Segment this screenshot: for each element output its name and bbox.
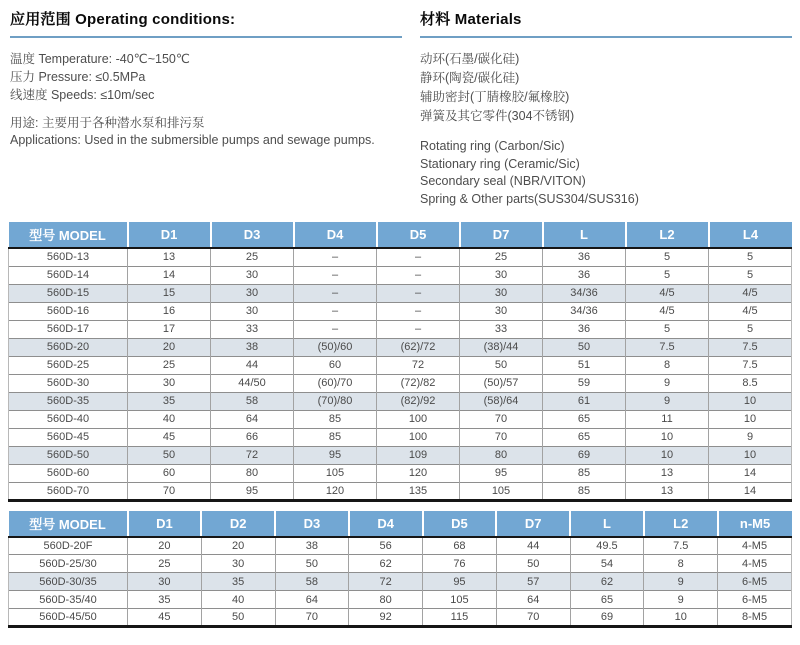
value-cell: 64 xyxy=(211,410,294,428)
value-cell: 7.5 xyxy=(709,338,792,356)
value-cell: 85 xyxy=(543,482,626,500)
value-cell: 13 xyxy=(626,464,709,482)
value-cell: 70 xyxy=(128,482,211,500)
value-cell: 105 xyxy=(460,482,543,500)
value-cell: 85 xyxy=(294,428,377,446)
value-cell: 45 xyxy=(128,428,211,446)
column-header: n-M5 xyxy=(718,511,792,537)
spec-table-1-head xyxy=(9,222,792,248)
value-cell: 95 xyxy=(294,446,377,464)
operating-condition-line: 压力 Pressure: ≤0.5MPa xyxy=(10,70,146,84)
value-cell: 85 xyxy=(543,464,626,482)
value-cell: 8.5 xyxy=(709,374,792,392)
spec-table-2 xyxy=(8,511,792,629)
value-cell: 20 xyxy=(128,537,202,555)
model-cell: 560D-35/40 xyxy=(9,591,128,609)
value-cell: 59 xyxy=(543,374,626,392)
value-cell: (50)/57 xyxy=(460,374,543,392)
value-cell: 4-M5 xyxy=(718,555,792,573)
model-cell: 560D-13 xyxy=(9,248,128,266)
column-header: D1 xyxy=(128,511,202,537)
materials-section xyxy=(420,8,792,208)
value-cell: 69 xyxy=(543,446,626,464)
applications-line-en: Applications: Used in the submersible pumps and sewage pumps. xyxy=(10,133,375,147)
model-cell: 560D-45/50 xyxy=(9,609,128,627)
value-cell: – xyxy=(377,320,460,338)
column-header: L2 xyxy=(626,222,709,248)
materials-list-en xyxy=(420,138,792,208)
value-cell: 5 xyxy=(626,248,709,266)
column-header: L2 xyxy=(644,511,718,537)
value-cell: 10 xyxy=(644,609,718,627)
value-cell: 62 xyxy=(570,573,644,591)
value-cell: 30 xyxy=(460,266,543,284)
value-cell: 25 xyxy=(128,555,202,573)
value-cell: 60 xyxy=(294,356,377,374)
table-row xyxy=(9,609,792,627)
model-cell: 560D-14 xyxy=(9,266,128,284)
value-cell: 4/5 xyxy=(709,284,792,302)
column-header: 型号 MODEL xyxy=(9,511,128,537)
value-cell: – xyxy=(294,302,377,320)
value-cell: 115 xyxy=(423,609,497,627)
column-header: L4 xyxy=(709,222,792,248)
table-row xyxy=(9,482,792,500)
material-line-cn: 动环(石墨/碳化硅) xyxy=(420,52,520,66)
model-cell: 560D-25 xyxy=(9,356,128,374)
value-cell: 8-M5 xyxy=(718,609,792,627)
table-row xyxy=(9,573,792,591)
value-cell: 7.5 xyxy=(626,338,709,356)
model-cell: 560D-30 xyxy=(9,374,128,392)
material-line-cn: 辅助密封(丁腈橡胶/氟橡胶) xyxy=(420,90,570,104)
value-cell: 50 xyxy=(460,356,543,374)
header-row xyxy=(9,222,792,248)
value-cell: 30 xyxy=(128,573,202,591)
value-cell: 70 xyxy=(460,410,543,428)
value-cell: 44/50 xyxy=(211,374,294,392)
value-cell: 25 xyxy=(460,248,543,266)
heading-rule-right xyxy=(420,36,792,38)
column-header: L xyxy=(543,222,626,248)
value-cell: 80 xyxy=(349,591,423,609)
column-header: D2 xyxy=(201,511,275,537)
value-cell: 34/36 xyxy=(543,284,626,302)
value-cell: 66 xyxy=(211,428,294,446)
value-cell: 100 xyxy=(377,428,460,446)
value-cell: 80 xyxy=(211,464,294,482)
model-cell: 560D-16 xyxy=(9,302,128,320)
value-cell: 5 xyxy=(709,320,792,338)
value-cell: 61 xyxy=(543,392,626,410)
column-header: D3 xyxy=(211,222,294,248)
value-cell: 10 xyxy=(626,446,709,464)
value-cell: – xyxy=(377,284,460,302)
value-cell: 9 xyxy=(626,374,709,392)
value-cell: 85 xyxy=(294,410,377,428)
value-cell: 76 xyxy=(423,555,497,573)
value-cell: – xyxy=(294,284,377,302)
value-cell: 44 xyxy=(211,356,294,374)
spec-table-2-body xyxy=(9,537,792,627)
value-cell: 7.5 xyxy=(644,537,718,555)
value-cell: 9 xyxy=(626,392,709,410)
value-cell: 50 xyxy=(543,338,626,356)
table-row xyxy=(9,266,792,284)
value-cell: 65 xyxy=(570,591,644,609)
value-cell: 120 xyxy=(377,464,460,482)
value-cell: 34/36 xyxy=(543,302,626,320)
applications-block xyxy=(10,115,402,149)
model-cell: 560D-50 xyxy=(9,446,128,464)
value-cell: 20 xyxy=(128,338,211,356)
value-cell: 5 xyxy=(626,320,709,338)
model-cell: 560D-45 xyxy=(9,428,128,446)
value-cell: 20 xyxy=(201,537,275,555)
value-cell: 95 xyxy=(423,573,497,591)
operating-conditions-heading: 应用范围 Operating conditions: xyxy=(10,11,236,28)
value-cell: – xyxy=(294,320,377,338)
value-cell: 6-M5 xyxy=(718,591,792,609)
value-cell: 33 xyxy=(460,320,543,338)
model-cell: 560D-35 xyxy=(9,392,128,410)
table-row xyxy=(9,410,792,428)
table-row xyxy=(9,537,792,555)
value-cell: 9 xyxy=(644,591,718,609)
value-cell: 44 xyxy=(496,537,570,555)
value-cell: 72 xyxy=(211,446,294,464)
table-row xyxy=(9,555,792,573)
value-cell: (72)/82 xyxy=(377,374,460,392)
value-cell: 35 xyxy=(128,392,211,410)
column-header: D5 xyxy=(377,222,460,248)
value-cell: (60)/70 xyxy=(294,374,377,392)
column-header: D3 xyxy=(275,511,349,537)
value-cell: (70)/80 xyxy=(294,392,377,410)
value-cell: 40 xyxy=(128,410,211,428)
model-cell: 560D-25/30 xyxy=(9,555,128,573)
value-cell: 8 xyxy=(626,356,709,374)
value-cell: (50)/60 xyxy=(294,338,377,356)
value-cell: 95 xyxy=(211,482,294,500)
value-cell: 92 xyxy=(349,609,423,627)
value-cell: – xyxy=(294,248,377,266)
value-cell: (38)/44 xyxy=(460,338,543,356)
column-header: 型号 MODEL xyxy=(9,222,128,248)
material-line-en: Rotating ring (Carbon/Sic) xyxy=(420,139,565,153)
value-cell: 7.5 xyxy=(709,356,792,374)
value-cell: 11 xyxy=(626,410,709,428)
value-cell: 62 xyxy=(349,555,423,573)
value-cell: 14 xyxy=(128,266,211,284)
value-cell: 14 xyxy=(709,464,792,482)
spec-table-1 xyxy=(8,222,792,502)
materials-list-cn xyxy=(420,50,792,126)
value-cell: 40 xyxy=(201,591,275,609)
value-cell: 49.5 xyxy=(570,537,644,555)
table-row xyxy=(9,392,792,410)
column-header: D7 xyxy=(496,511,570,537)
value-cell: 50 xyxy=(201,609,275,627)
value-cell: 58 xyxy=(211,392,294,410)
value-cell: 120 xyxy=(294,482,377,500)
value-cell: 69 xyxy=(570,609,644,627)
value-cell: 36 xyxy=(543,320,626,338)
value-cell: 30 xyxy=(128,374,211,392)
operating-condition-line: 温度 Temperature: -40℃~150℃ xyxy=(10,52,190,66)
value-cell: 10 xyxy=(626,428,709,446)
column-header: D1 xyxy=(128,222,211,248)
value-cell: 35 xyxy=(128,591,202,609)
operating-condition-line: 线速度 Speeds: ≤10m/sec xyxy=(10,88,155,102)
operating-conditions-list xyxy=(10,50,402,104)
model-cell: 560D-20F xyxy=(9,537,128,555)
spec-table-2-head xyxy=(9,511,792,537)
value-cell: 16 xyxy=(128,302,211,320)
value-cell: – xyxy=(377,248,460,266)
value-cell: 65 xyxy=(543,410,626,428)
value-cell: 64 xyxy=(496,591,570,609)
model-cell: 560D-40 xyxy=(9,410,128,428)
value-cell: – xyxy=(294,266,377,284)
header-row xyxy=(9,511,792,537)
value-cell: 4/5 xyxy=(709,302,792,320)
value-cell: 5 xyxy=(709,266,792,284)
value-cell: 70 xyxy=(496,609,570,627)
value-cell: 72 xyxy=(377,356,460,374)
value-cell: 60 xyxy=(128,464,211,482)
value-cell: 72 xyxy=(349,573,423,591)
value-cell: 70 xyxy=(275,609,349,627)
value-cell: 36 xyxy=(543,266,626,284)
value-cell: 25 xyxy=(211,248,294,266)
value-cell: 109 xyxy=(377,446,460,464)
value-cell: 15 xyxy=(128,284,211,302)
value-cell: 10 xyxy=(709,446,792,464)
value-cell: 50 xyxy=(275,555,349,573)
column-header: L xyxy=(570,511,644,537)
table-row xyxy=(9,356,792,374)
value-cell: 100 xyxy=(377,410,460,428)
operating-conditions-section xyxy=(10,8,402,208)
table-row xyxy=(9,302,792,320)
materials-heading: 材料 Materials xyxy=(420,11,522,28)
column-header: D5 xyxy=(423,511,497,537)
value-cell: 70 xyxy=(460,428,543,446)
value-cell: 36 xyxy=(543,248,626,266)
table-row xyxy=(9,591,792,609)
value-cell: – xyxy=(377,302,460,320)
value-cell: (62)/72 xyxy=(377,338,460,356)
top-section xyxy=(0,0,800,208)
value-cell: 68 xyxy=(423,537,497,555)
table-row xyxy=(9,446,792,464)
table-row xyxy=(9,464,792,482)
value-cell: 10 xyxy=(709,392,792,410)
spec-table-1-body xyxy=(9,248,792,500)
value-cell: 45 xyxy=(128,609,202,627)
value-cell: 8 xyxy=(644,555,718,573)
value-cell: 64 xyxy=(275,591,349,609)
value-cell: 58 xyxy=(275,573,349,591)
model-cell: 560D-30/35 xyxy=(9,573,128,591)
value-cell: 50 xyxy=(496,555,570,573)
value-cell: 30 xyxy=(201,555,275,573)
column-header: D4 xyxy=(294,222,377,248)
column-header: D7 xyxy=(460,222,543,248)
table-row xyxy=(9,428,792,446)
value-cell: (58)/64 xyxy=(460,392,543,410)
value-cell: 54 xyxy=(570,555,644,573)
value-cell: 105 xyxy=(423,591,497,609)
value-cell: (82)/92 xyxy=(377,392,460,410)
value-cell: 38 xyxy=(211,338,294,356)
value-cell: 57 xyxy=(496,573,570,591)
value-cell: 33 xyxy=(211,320,294,338)
material-line-en: Spring & Other parts(SUS304/SUS316) xyxy=(420,191,639,206)
model-cell: 560D-70 xyxy=(9,482,128,500)
value-cell: 30 xyxy=(460,284,543,302)
value-cell: 4/5 xyxy=(626,302,709,320)
model-cell: 560D-20 xyxy=(9,338,128,356)
value-cell: 17 xyxy=(128,320,211,338)
value-cell: 6-M5 xyxy=(718,573,792,591)
table-row xyxy=(9,338,792,356)
value-cell: 13 xyxy=(128,248,211,266)
value-cell: 9 xyxy=(709,428,792,446)
model-cell: 560D-15 xyxy=(9,284,128,302)
applications-line-cn: 用途: 主要用于各种潜水泵和排污泵 xyxy=(10,116,205,130)
table-row xyxy=(9,374,792,392)
value-cell: 38 xyxy=(275,537,349,555)
value-cell: 10 xyxy=(709,410,792,428)
value-cell: 35 xyxy=(201,573,275,591)
value-cell: 5 xyxy=(626,266,709,284)
value-cell: – xyxy=(377,266,460,284)
material-line-en: Secondary seal (NBR/VITON) xyxy=(420,174,586,188)
value-cell: 80 xyxy=(460,446,543,464)
model-cell: 560D-17 xyxy=(9,320,128,338)
value-cell: 30 xyxy=(211,284,294,302)
value-cell: 30 xyxy=(460,302,543,320)
table-row xyxy=(9,320,792,338)
value-cell: 65 xyxy=(543,428,626,446)
material-line-cn: 弹簧及其它零件(304不锈钢) xyxy=(420,109,575,123)
value-cell: 14 xyxy=(709,482,792,500)
value-cell: 25 xyxy=(128,356,211,374)
column-header: D4 xyxy=(349,511,423,537)
value-cell: 4-M5 xyxy=(718,537,792,555)
model-cell: 560D-60 xyxy=(9,464,128,482)
value-cell: 51 xyxy=(543,356,626,374)
value-cell: 13 xyxy=(626,482,709,500)
value-cell: 105 xyxy=(294,464,377,482)
value-cell: 30 xyxy=(211,266,294,284)
value-cell: 5 xyxy=(709,248,792,266)
heading-rule-left xyxy=(10,36,402,38)
table-row xyxy=(9,248,792,266)
material-line-cn: 静环(陶瓷/碳化硅) xyxy=(420,71,520,85)
value-cell: 95 xyxy=(460,464,543,482)
table-row xyxy=(9,284,792,302)
value-cell: 135 xyxy=(377,482,460,500)
value-cell: 4/5 xyxy=(626,284,709,302)
value-cell: 30 xyxy=(211,302,294,320)
value-cell: 9 xyxy=(644,573,718,591)
value-cell: 50 xyxy=(128,446,211,464)
value-cell: 56 xyxy=(349,537,423,555)
material-line-en: Stationary ring (Ceramic/Sic) xyxy=(420,156,580,171)
